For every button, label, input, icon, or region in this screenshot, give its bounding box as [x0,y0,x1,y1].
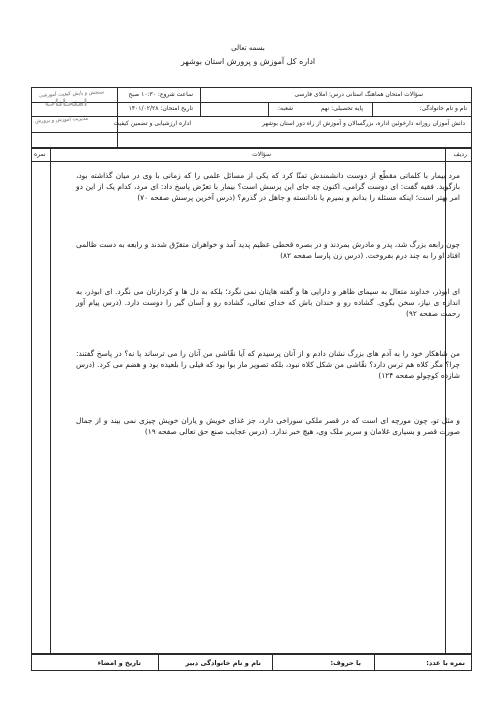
date-signature-field[interactable]: تاریخ و امضاء [97,659,141,667]
branch-field[interactable]: شعبه: [278,105,293,112]
dictation-passage-5: و مثل تو، چون مورچه ای است که در قصر ملکی سوراخی دارد، جز غذای خویش و یاران خویش چیزی نمی بیند و از جمال صورت قصر و بسیاری غلامان و سریر ملک وی، هیچ خبر ندارد. (درس عجایب صنع حق تعالی صفحه ۱۹) [76,416,460,436]
teacher-name-field[interactable]: نام و نام خانوادگی دبیر [185,659,261,667]
official-stamp: سنجش و پایش کیفیت آموزشی امتحانات مدیریت آموزش و پرورش [34,89,105,125]
grade-field: پایه تحصیلی: نهم [320,105,363,112]
student-name-field[interactable]: نام و نام خانوادگی: [419,105,467,112]
col-questions-header: سؤالات [252,151,271,158]
score-letters-field[interactable]: با حروف: [330,659,361,667]
score-number-field[interactable]: نمره با عدد: [426,659,465,667]
org-title: اداره کل آموزش و پرورش استان بوشهر [180,57,316,66]
school-line: دانش آموزان روزانه دارخوئین اداره، بزرگسالان و آموزش از راه دور استان بوشهر [261,120,465,127]
col-score-header: نمره [34,151,46,158]
basmala: بسمه تعالی [231,44,265,52]
dictation-passage-4: من شاهکار خود را به آدم های بزرگ نشان دادم و از آنان پرسیدم که آیا نقّاشی من آنان را می ترساند یا نه؟ در پاسخ گفتند: چرا؟ مگر کلاه هم ترس دارد؟ نقّاشی من شکل کلاه نبود، بلکه تصویر مار بوا بود که فیلی را بلعیده بود و هضم می کرد. (درس شازده کوچولو صفحه ۱۲۴) [76,349,460,380]
grading-footer [31,654,472,671]
eval-office: اداره ارزشیابی و تضمین کیفیت [113,120,191,127]
dictation-passage-2: چون رابعه بزرگ شد، پدر و مادرش بمردند و در بصره قحطی عظیم پدید آمد و خواهران متفرّق شدند و رابعه به دست ظالمی افتاد او را به چند درم بفروخت. (درس زن پارسا صفحه ۸۲) [76,240,460,260]
questions-table [31,148,472,654]
dictation-passage-1: مرد بیمار با کلماتی مقطّع از دوست دانشمندش تمنّا کرد که یکی از مسائل علمی را که زمانی با وی در میان گذاشته بود، بازگوید. فقیه گفت: ای دوست گرامی، اکنون چه جای این پرسش است؟ بیمار با تعرّض پاسخ داد: ای مرد، کدام یک از این دو امر بهتر است؛ اینکه مسئله را بدانم و بمیرم یا نادانسته و جاهل در گذرم؟ (درس آخرین پرسش صفحه ۷۰) [76,171,460,202]
col-row-header: ردیف [453,151,467,158]
start-time: ساعت شروع: ۱۰:۳۰ صبح [128,91,193,98]
dictation-passage-3: ای ابوذر، خداوند متعال به سیمای ظاهر و دارایی ها و گفته هایتان نمی نگرد؛ بلکه به دل ها و کردارتان می نگرد. ای ابوذر، به اندازه ی نیاز، سخن بگوی. گشاده رو و خندان باش که خدای تعالی، گشاده رو و آسان گیر را دوست دارد. (درس پیام آور رحمت صفحه ۹۲) [76,287,460,318]
exam-title: سؤالات امتحان هماهنگ استانی درس: املای فارسی [294,91,423,98]
exam-date: تاریخ امتحان: ۱۴۰۱/۰۲/۲۸ [128,105,193,112]
